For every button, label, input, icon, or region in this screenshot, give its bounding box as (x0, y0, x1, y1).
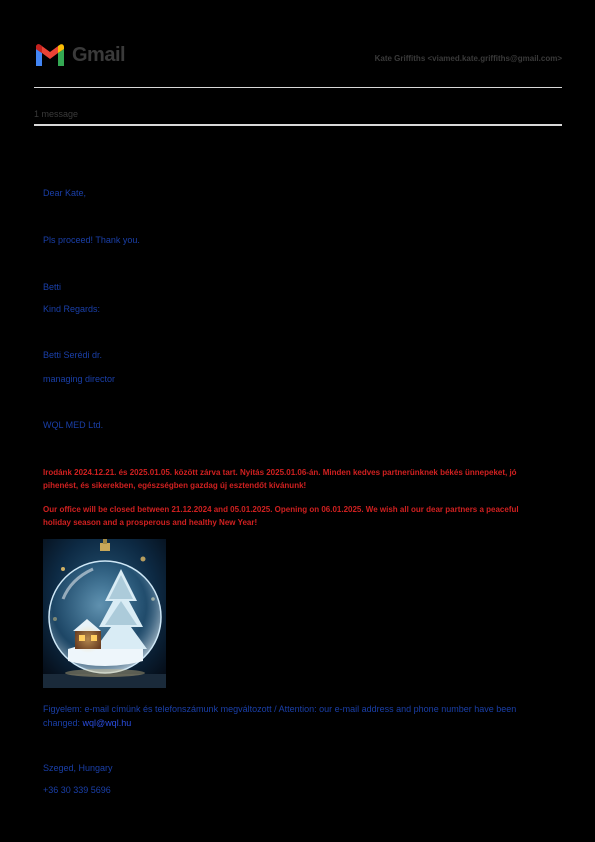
signature-title: managing director (43, 374, 116, 384)
thread-divider (34, 124, 562, 126)
gmail-header (34, 42, 562, 74)
header-divider (34, 87, 562, 88)
attention-notice (43, 702, 553, 730)
contact-email-link[interactable]: wql@wql.hu (82, 718, 132, 728)
greeting: Dear Kate, (43, 188, 87, 198)
signature-phone: +36 30 339 5696 (43, 785, 111, 795)
gmail-logo-icon (34, 42, 66, 68)
holiday-notice-en: Our office will be closed between 21.12.2024 and 05.01.2025. Opening on 06.01.2025. We wish all our dear partners a peaceful holiday season and a prosperous and healthy New Year! (43, 505, 519, 527)
signature-short-name: Betti (43, 282, 62, 292)
christmas-ornament-photo (43, 539, 166, 688)
attention-text: Figyelem: e-mail címünk és telefonszámunk megváltozott / Attention: our e-mail address and phone number have been changed: (43, 704, 517, 728)
holiday-notice-hu: Irodánk 2024.12.21. és 2025.01.05. között zárva tart. Nyitás 2025.01.06-án. Minden kedves partnerünknek békés ünnepeket, jó pihenést, és sikerekben, egészségben gazdag új esztendőt kívánunk! (43, 468, 517, 490)
signature-city: Szeged, Hungary (43, 763, 113, 773)
signature-full-name: Betti Serédi dr. (43, 350, 103, 360)
sender-address: Kate Griffiths <viamed.kate.griffiths@gmail.com> (374, 54, 562, 63)
gmail-wordmark: Gmail (72, 44, 126, 66)
message-count: 1 message (34, 109, 79, 119)
signature-company: WQL MED Ltd. (43, 420, 104, 430)
message-line: Pls proceed! Thank you. (43, 235, 140, 245)
signature-regards: Kind Regards: (43, 304, 101, 314)
